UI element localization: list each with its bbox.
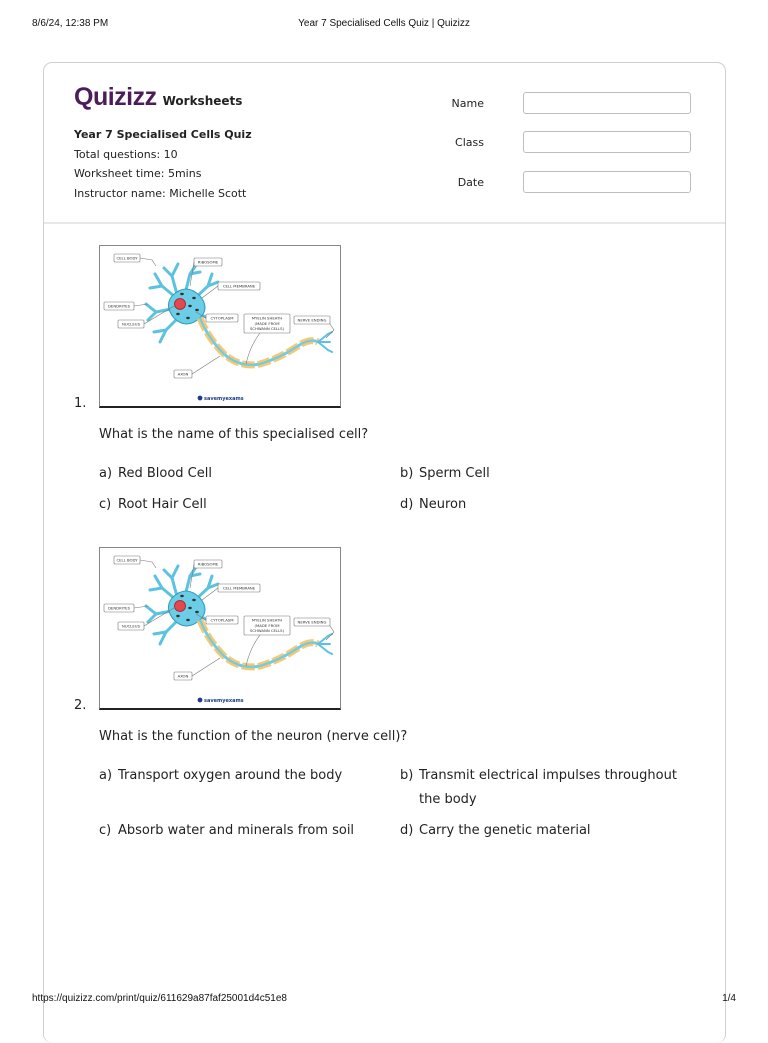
question-2-option-d[interactable]: [400, 819, 690, 843]
leader-line: [192, 658, 220, 676]
worksheet: [43, 62, 726, 1043]
watermark-text: savemyexams: [204, 698, 244, 704]
total-questions: Total questions: 10: [74, 147, 178, 161]
ribosome-dot: [188, 305, 192, 307]
label-myelin-sheath: (MADE FROM: [254, 622, 280, 628]
watermark-icon: [198, 698, 203, 703]
question-1-option-d[interactable]: [400, 493, 690, 517]
instructor-name: Instructor name: Michelle Scott: [74, 186, 247, 200]
label-myelin-sheath: (MADE FROM: [254, 320, 280, 326]
ribosome-dot: [176, 313, 180, 315]
nucleus-shape: [175, 299, 186, 310]
question-1-option-c[interactable]: [99, 493, 379, 517]
class-label: Class: [455, 136, 484, 149]
class-field[interactable]: [523, 131, 691, 153]
label-nucleus: NUCLEUS: [122, 623, 140, 629]
question-2-option-c[interactable]: [99, 819, 379, 843]
option-letter: b): [400, 466, 414, 481]
question-1-image: [99, 245, 341, 408]
nerve-ending-branch: [318, 636, 328, 644]
option-letter: d): [400, 823, 414, 838]
dendrite: [150, 588, 162, 590]
label-nerve-ending: NERVE ENDING: [297, 317, 327, 323]
label-dendrites: DENDRITES: [108, 303, 130, 309]
class-field-row: [455, 131, 694, 155]
leader-line: [140, 560, 156, 568]
name-field-row: [451, 92, 694, 116]
leader-line: [246, 333, 260, 364]
neuron-diagram: [100, 246, 340, 406]
label-cytoplasm: CYTOPLASM: [210, 315, 234, 321]
label-myelin-sheath: MYELIN SHEATH: [251, 617, 283, 623]
dendrite: [190, 574, 200, 576]
label-nucleus: NUCLEUS: [122, 321, 140, 327]
option-letter: c): [99, 497, 112, 512]
leader-line: [144, 608, 174, 626]
name-field[interactable]: [523, 92, 691, 114]
label-cytoplasm: CYTOPLASM: [210, 617, 234, 623]
date-field[interactable]: [523, 171, 691, 193]
option-letter: b): [400, 768, 414, 783]
option-text: Carry the genetic material: [419, 823, 591, 838]
worksheet-time: Worksheet time: 5mins: [74, 167, 202, 180]
label-myelin-sheath: MYELIN SHEATH: [251, 315, 283, 321]
option-text: Absorb water and minerals from soil: [118, 823, 355, 838]
logo-section-label: Worksheets: [162, 94, 243, 108]
label-cell-membrane: CELL MEMBRANE: [222, 585, 256, 591]
question-2-number: 2.: [74, 698, 87, 713]
dendrite: [164, 268, 172, 276]
ribosome-dot: [186, 619, 190, 621]
label-axon: AXON: [177, 673, 189, 679]
label-myelin-sheath: SCHWANN CELLS): [249, 628, 285, 633]
nerve-ending-branch: [328, 350, 332, 352]
question-2-option-a[interactable]: [99, 764, 379, 788]
leader-line: [246, 635, 260, 666]
label-nerve-ending: NERVE ENDING: [297, 619, 327, 625]
ribosome-dot: [192, 297, 196, 299]
nerve-ending-branch: [318, 644, 328, 652]
neuron-diagram: [100, 548, 340, 708]
label-ribosome: RIBOSOME: [197, 259, 219, 265]
ribosome-dot: [195, 611, 199, 613]
leader-line: [140, 258, 156, 266]
nerve-ending-branch: [328, 652, 332, 654]
nerve-ending-branch: [318, 342, 328, 350]
option-letter: a): [99, 768, 113, 783]
label-dendrites: DENDRITES: [108, 605, 130, 611]
ribosome-dot: [195, 309, 199, 311]
question-2-option-b[interactable]: [400, 764, 690, 812]
print-url: https://quizizz.com/print/quiz/611629a87faf25001d4c51e8: [32, 993, 287, 1004]
nucleus-shape: [175, 601, 186, 612]
question-2-text: What is the function of the neuron (nerve cell)?: [99, 729, 408, 744]
question-1-option-a[interactable]: [99, 462, 379, 486]
option-text: Sperm Cell: [419, 466, 490, 481]
question-1-option-b[interactable]: [400, 462, 690, 486]
dendrite: [148, 614, 156, 622]
label-cell-body: CELL BODY: [116, 255, 138, 261]
print-page-title: Year 7 Specialised Cells Quiz | Quizizz: [298, 18, 470, 29]
watermark-text: savemyexams: [204, 396, 244, 402]
option-text: Transport oxygen around the body: [118, 768, 343, 783]
question-2-image: [99, 547, 341, 710]
label-cell-membrane: CELL MEMBRANE: [222, 283, 256, 289]
option-letter: a): [99, 466, 113, 481]
leader-line: [192, 356, 220, 374]
ribosome-dot: [176, 615, 180, 617]
date-label: Date: [457, 176, 484, 189]
option-text: Transmit electrical impulses throughout the body: [419, 768, 677, 807]
print-datetime: 8/6/24, 12:38 PM: [32, 18, 109, 29]
label-axon: AXON: [177, 371, 189, 377]
ribosome-dot: [180, 595, 184, 597]
dendrite: [164, 570, 172, 578]
dendrite: [190, 272, 200, 274]
name-label: Name: [451, 97, 484, 110]
option-letter: c): [99, 823, 112, 838]
ribosome-dot: [186, 317, 190, 319]
ribosome-dot: [188, 607, 192, 609]
dendrite: [154, 330, 166, 332]
dendrite: [150, 286, 162, 288]
option-text: Red Blood Cell: [118, 466, 212, 481]
label-ribosome: RIBOSOME: [197, 561, 219, 567]
question-1-number: 1.: [74, 396, 87, 411]
label-myelin-sheath: SCHWANN CELLS): [249, 326, 285, 331]
nerve-ending-branch: [318, 334, 328, 342]
option-letter: d): [400, 497, 414, 512]
print-page-number: 1/4: [722, 993, 736, 1004]
leader-line: [144, 306, 174, 324]
worksheet-header: [44, 63, 725, 224]
dendrite: [148, 312, 156, 320]
dendrite: [154, 632, 166, 634]
question-1-text: What is the name of this specialised cell?: [99, 427, 369, 442]
quiz-title: Year 7 Specialised Cells Quiz: [74, 128, 252, 141]
option-text: Root Hair Cell: [118, 497, 207, 512]
quiz-meta: [74, 125, 252, 203]
ribosome-dot: [180, 293, 184, 295]
label-cell-body: CELL BODY: [116, 557, 138, 563]
option-text: Neuron: [419, 497, 467, 512]
date-field-row: [457, 171, 694, 195]
ribosome-dot: [192, 599, 196, 601]
quizizz-logo: [74, 83, 242, 112]
logo-wordmark: Quizizz: [74, 83, 157, 111]
watermark-icon: [198, 396, 203, 401]
